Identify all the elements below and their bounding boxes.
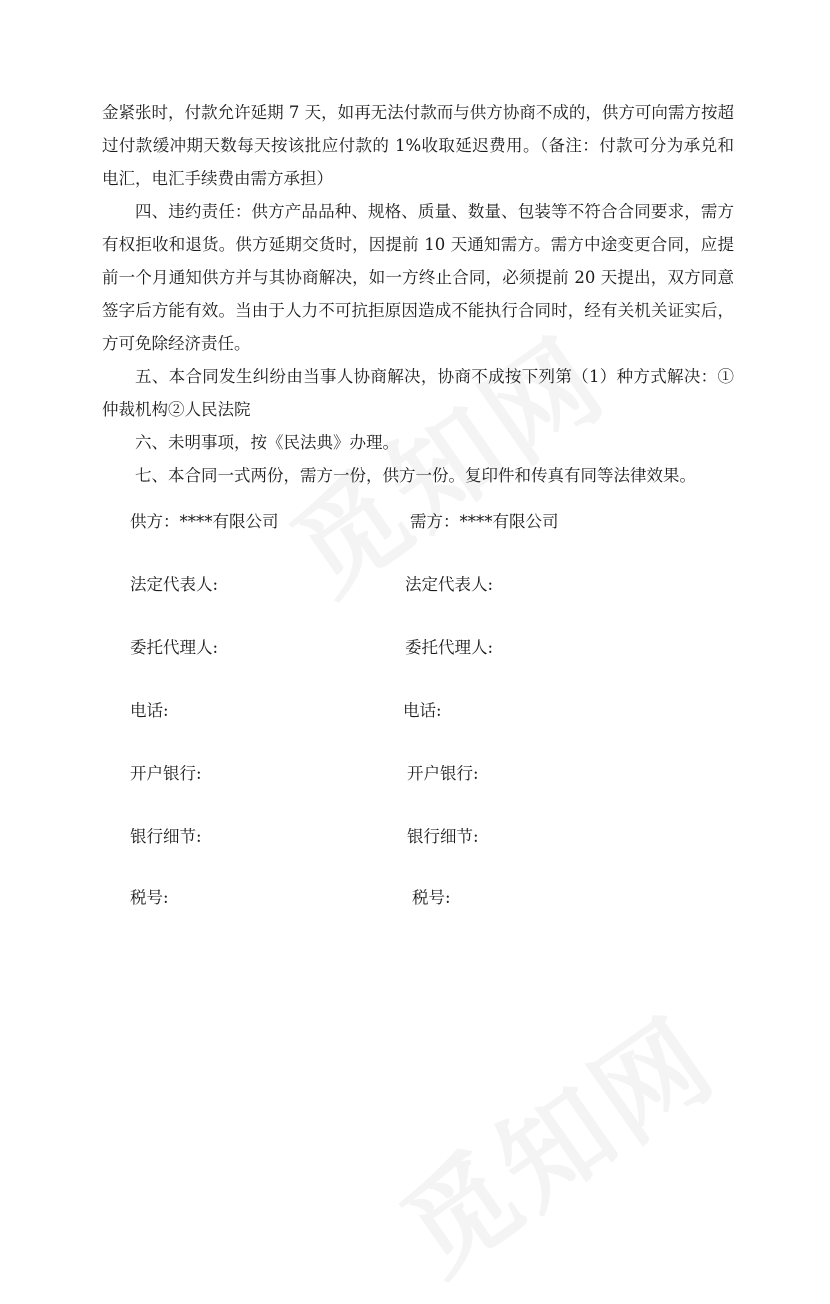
buyer-phone: 电话: [403,701,442,720]
supplier-legal-rep: 法定代表人: [130,575,219,594]
buyer-agent: 委托代理人: [405,638,494,657]
watermark [366,974,742,1303]
buyer-legal-rep: 法定代表人: [405,575,494,594]
buyer-bank: 开户银行: [407,764,479,783]
paragraph-unspecified-matters: 六、未明事项，按《民法典》办理。 [135,433,399,452]
buyer-bank-detail: 银行细节: [407,827,479,846]
supplier-tax-no: 税号: [130,888,169,907]
paragraph-breach-liability: 四、违约责任：供方产品品种、规格、质量、数量、包装等不符合合同要求，需方有权拒收和退货。供方延期交货时，因提前 10 天通知需方。需方中途变更合同，应提前一个月通知供方并与其协商解决，如一方终止合同，必须提前 20 天提出，双方同意签字后方能有效。当由于人力不可抗拒原因造成不能执行合同时，经有关机关证实后，方可免除经济责任。 [102,202,734,353]
contract-body [102,96,734,492]
buyer-tax-no: 税号: [412,888,451,907]
supplier-bank: 开户银行: [130,764,202,783]
supplier-party: 供方：****有限公司 [130,512,279,531]
supplier-bank-detail: 银行细节: [130,827,202,846]
supplier-phone: 电话: [130,701,169,720]
buyer-party: 需方：****有限公司 [410,512,559,531]
paragraph-copies: 七、本合同一式两份，需方一份，供方一份。复印件和传真有同等法律效果。 [135,466,696,485]
paragraph-dispute-resolution: 五、本合同发生纠纷由当事人协商解决，协商不成按下列第（1）种方式解决：①仲裁机构②人民法院 [102,367,734,419]
paragraph-payment-terms: 金紧张时，付款允许延期 7 天，如再无法付款而与供方协商不成的，供方可向需方按超过付款缓冲期天数每天按该批应付款的 1%收取延迟费用。（备注：付款可分为承兑和电汇，电汇手续费由需方承担） [102,103,734,188]
supplier-agent: 委托代理人: [130,638,219,657]
